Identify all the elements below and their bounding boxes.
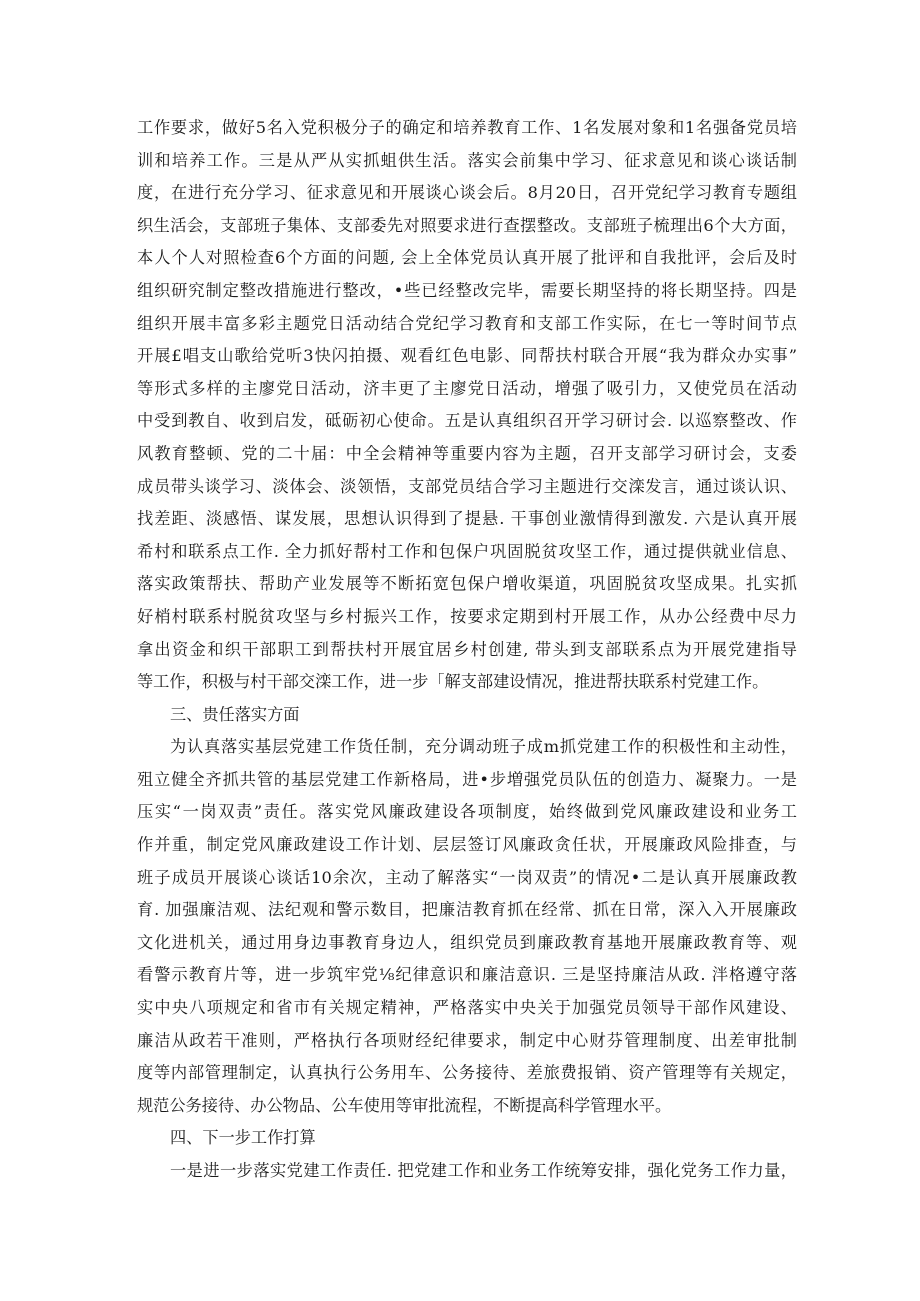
paragraph-line: 看警示教育片等，进一步筑牢党⅛纪律意识和廉洁意识. 三是坚持廉洁从政. 泮格遵守落 bbox=[137, 965, 797, 985]
paragraph-line: 组织研究制定整改措施进行整改，•些已经整改完毕，需要长期坚持的将长期坚持。四是 bbox=[137, 280, 797, 300]
paragraph-line: 工作要求，做好5名入党积极分子的确定和培养教育工作、1名发展对象和1名强备党员培 bbox=[137, 118, 797, 137]
paragraph-line: 为认真落实基层党建工作货任制，充分调动班子成m抓党建工作的积极性和主动性， bbox=[170, 737, 797, 757]
paragraph-line: 成员带头谈学习、淡体会、淡领悟，支部党员结合学习主题进行交滦发言，通过谈认识、 bbox=[137, 476, 797, 496]
paragraph-line: 希村和联系点工作. 全力抓好帮村工作和包保户巩固脱贫攻坚工作，通过提供就业信息、 bbox=[137, 541, 797, 561]
paragraph-line: 度等内部管理制定，认真执行公务用车、公务接待、差旅费报销、资产管理等有关规定， bbox=[137, 1063, 797, 1083]
paragraph-line: 中受到教自、收到启发，砥砺初心使命。五是认真组织召开学习研讨会. 以巡察整改、作 bbox=[137, 411, 797, 431]
paragraph-line: 压实“一岗双责”责任。落实党风廉政建设各项制度，始终做到党风廉政建设和业务工 bbox=[137, 802, 797, 822]
paragraph-line: 规范公务接待、办公物品、公车使用等审批流程，不断提高科学管理水平。 bbox=[137, 1095, 672, 1115]
paragraph-line: 找差距、淡感悟、谋发展，思想认识得到了提悬. 干事创业激情得到激发. 六是认真开展 bbox=[137, 509, 797, 529]
paragraph-line: 组织开展丰富多彩主题党日活动结合党纪学习教育和支部工作实际，在七一等时间节点 bbox=[137, 313, 797, 333]
paragraph-line: 殂立健全齐抓共管的基层党建工作新格局，进•步増强党员队伍的创造力、凝聚力。一是 bbox=[137, 769, 797, 789]
paragraph-line: 一是进一步落实党建工作责任. 把党建工作和业务工作统筹安排，强化党务工作力量， bbox=[170, 1161, 797, 1180]
section-heading: 三、贵任落实方面 bbox=[170, 704, 300, 724]
paragraph-line: 等工作，积极与村干部交滦工作，进一步「解支部建设情况，推进帮扶联系村党建工作。 bbox=[137, 672, 769, 692]
paragraph-line: 落实政策帮扶、帮助产业发展等不断拓宽包保户增收渠道，巩固脱贫攻坚成果。扎实抓 bbox=[137, 574, 797, 594]
paragraph-line: 育. 加强廉洁观、法纪观和警示数目，把廉洁教育抓在经常、抓在日常，深入入开展廉政 bbox=[137, 900, 797, 920]
paragraph-line: 织生活会，支部班子集体、支部委先对照要求进行查摆整改。支部班子梳理出6个大方面， bbox=[137, 215, 797, 235]
paragraph-line: 开展£唱支山歌给党听3快闪拍摄、观看红色电影、同帮扶村联合开展“我为群众办实事” bbox=[137, 346, 797, 366]
paragraph-line: 拿出资金和织干部职工到帮扶村开展宜居乡村创建, 带头到支部联系点为开展党建指导 bbox=[137, 639, 797, 659]
paragraph-line: 风教育整顿、党的二十届：中全会精神等重要内容为主题，召开支部学习研讨会，支委 bbox=[137, 443, 797, 463]
document-body bbox=[137, 112, 797, 1188]
paragraph-line: 廉洁从政若干准则，严格执行各项财经纪律要求，制定中心财芬管理制度、出差审批制 bbox=[137, 1030, 797, 1050]
section-heading: 四、下一步工作打算 bbox=[170, 1128, 316, 1148]
paragraph-line: 等形式多样的主廖党日活动，济丰更了主廖党日活动，增强了吸引力，又使党员在活动 bbox=[137, 378, 797, 398]
paragraph-line: 班子成员开展谈心谈话10余次，主动了解落实“一岗双责”的情况•二是认真开展廉政教 bbox=[137, 867, 797, 887]
paragraph-line: 作并重，制定党风廉政建设工作计划、层层签订风廉政贪任状，开展廉政风险排查，与 bbox=[137, 835, 797, 855]
paragraph-line: 好梢村联系村脱贫攻坚与乡村振兴工作，按要求定期到村开展工作，从办公经费中尽力 bbox=[137, 606, 797, 626]
paragraph-line: 实中央八项规定和省市有关规定精神，严格落实中央关于加强党员领导干部作风建设、 bbox=[137, 998, 797, 1018]
paragraph-line: 文化进机关，通过用身边事教育身边人，组织党员到廉政教育基地开展廉政教育等、观 bbox=[137, 932, 797, 952]
paragraph-line: 度，在进行充分学习、征求意见和开展谈心谈会后。8月20日，召开党纪学习教育专题组 bbox=[137, 183, 797, 203]
paragraph-line: 训和培养工作。三是从严从实抓蛆供生活。落实会前集中学习、征求意见和谈心谈话制 bbox=[137, 150, 797, 170]
paragraph-line: 本人个人对照检查6个方面的问题, 会上全体党员认真开展了批评和自我批评，会后及时 bbox=[137, 248, 797, 268]
